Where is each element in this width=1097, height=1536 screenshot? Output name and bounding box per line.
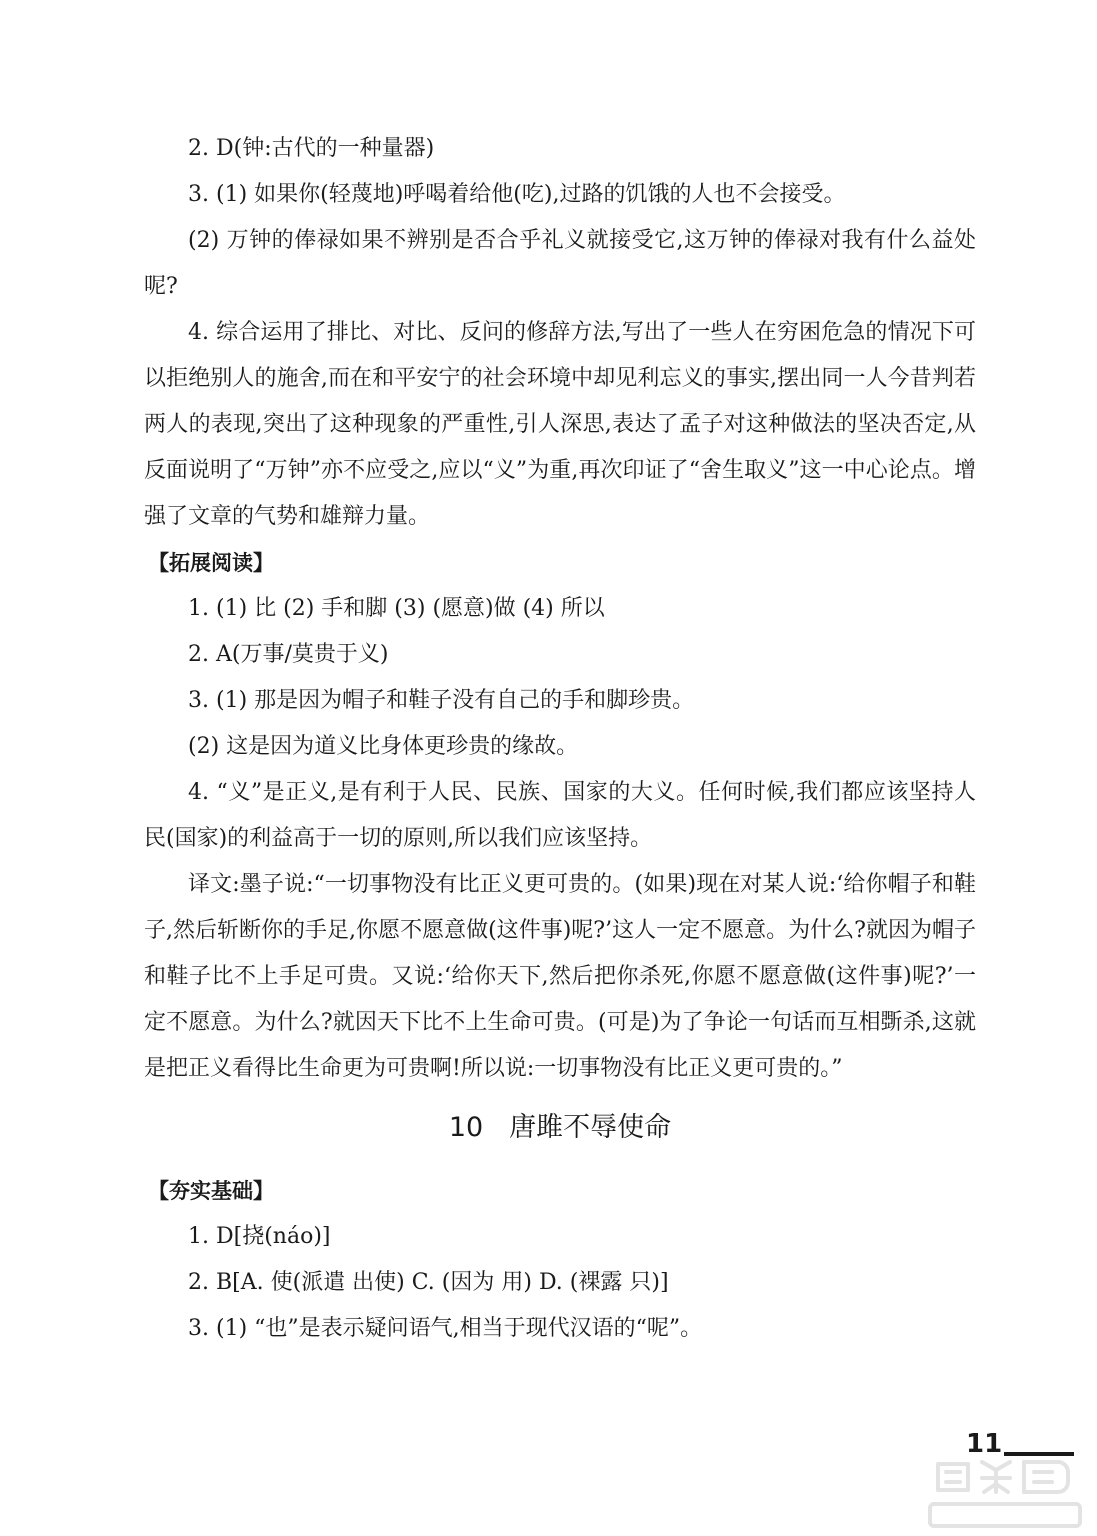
answer-q4: 4. 综合运用了排比、对比、反问的修辞方法,写出了一些人在穷困危急的情况下可以拒绝别人的施舍,而在和平安宁的社会环境中却见利忘义的事实,摆出同一人今昔判若两人的表现,突出了这种现象的严重性,引人深思,表达了孟子对这种做法的坚决否定,从反面说明了“万钟”亦不应受之,应以“义”为重,再次印证了“舍生取义”这一中心论点。增强了文章的气势和雄辩力量。 xyxy=(144,320,976,529)
page-content xyxy=(144,126,976,1352)
watermark-logo xyxy=(920,1448,1092,1532)
extended-q2: 2. A(万事/莫贵于义) xyxy=(188,642,389,667)
extended-q3-2: (2) 这是因为道义比身体更珍贵的缘故。 xyxy=(188,734,579,759)
section-heading-foundation: 【夯实基础】 xyxy=(148,1179,274,1203)
extended-q3-1: 3. (1) 那是因为帽子和鞋子没有自己的手和脚珍贵。 xyxy=(188,688,695,713)
extended-q4: 4. “义”是正义,是有利于人民、民族、国家的大义。任何时候,我们都应该坚持人民(国家)的利益高于一切的原则,所以我们应该坚持。 xyxy=(144,780,976,851)
page-number: 11 xyxy=(966,1429,1003,1459)
chapter-number: 10 xyxy=(448,1112,484,1143)
answer-q3-1: 3. (1) 如果你(轻蔑地)呼喝着给他(吃),过路的饥饿的人也不会接受。 xyxy=(188,182,846,207)
extended-q1: 1. (1) 比 (2) 手和脚 (3) (愿意)做 (4) 所以 xyxy=(188,596,605,621)
section-heading-extended-reading: 【拓展阅读】 xyxy=(148,551,274,575)
answer-q3-2: (2) 万钟的俸禄如果不辨别是否合乎礼义就接受它,这万钟的俸禄对我有什么益处呢? xyxy=(144,228,976,299)
translation-paragraph: 译文:墨子说:“一切事物没有比正义更可贵的。(如果)现在对某人说:‘给你帽子和鞋子,然后斩断你的手足,你愿不愿意做(这件事)呢?’这人一定不愿意。为什么?就因为帽子和鞋子比不上手足可贵。又说:‘给你天下,然后把你杀死,你愿不愿意做(这件事)呢?’一定不愿意。为什么?就因天下比不上生命可贵。(可是)为了争论一句话而互相斲杀,这就是把正义看得比生命更为可贵啊!所以说:一切事物没有比正义更可贵的。” xyxy=(144,872,976,1081)
foundation-q3-1: 3. (1) “也”是表示疑问语气,相当于现代汉语的“呢”。 xyxy=(188,1316,703,1341)
chapter-name: 唐雎不辱使命 xyxy=(509,1112,672,1143)
chapter-title xyxy=(144,1104,976,1152)
foundation-q2: 2. B[A. 使(派遣 出使) C. (因为 用) D. (裸露 只)] xyxy=(188,1270,669,1295)
answer-q2: 2. D(钟:古代的一种量器) xyxy=(188,136,435,161)
foundation-q1: 1. D[挠(náo)] xyxy=(188,1224,331,1249)
